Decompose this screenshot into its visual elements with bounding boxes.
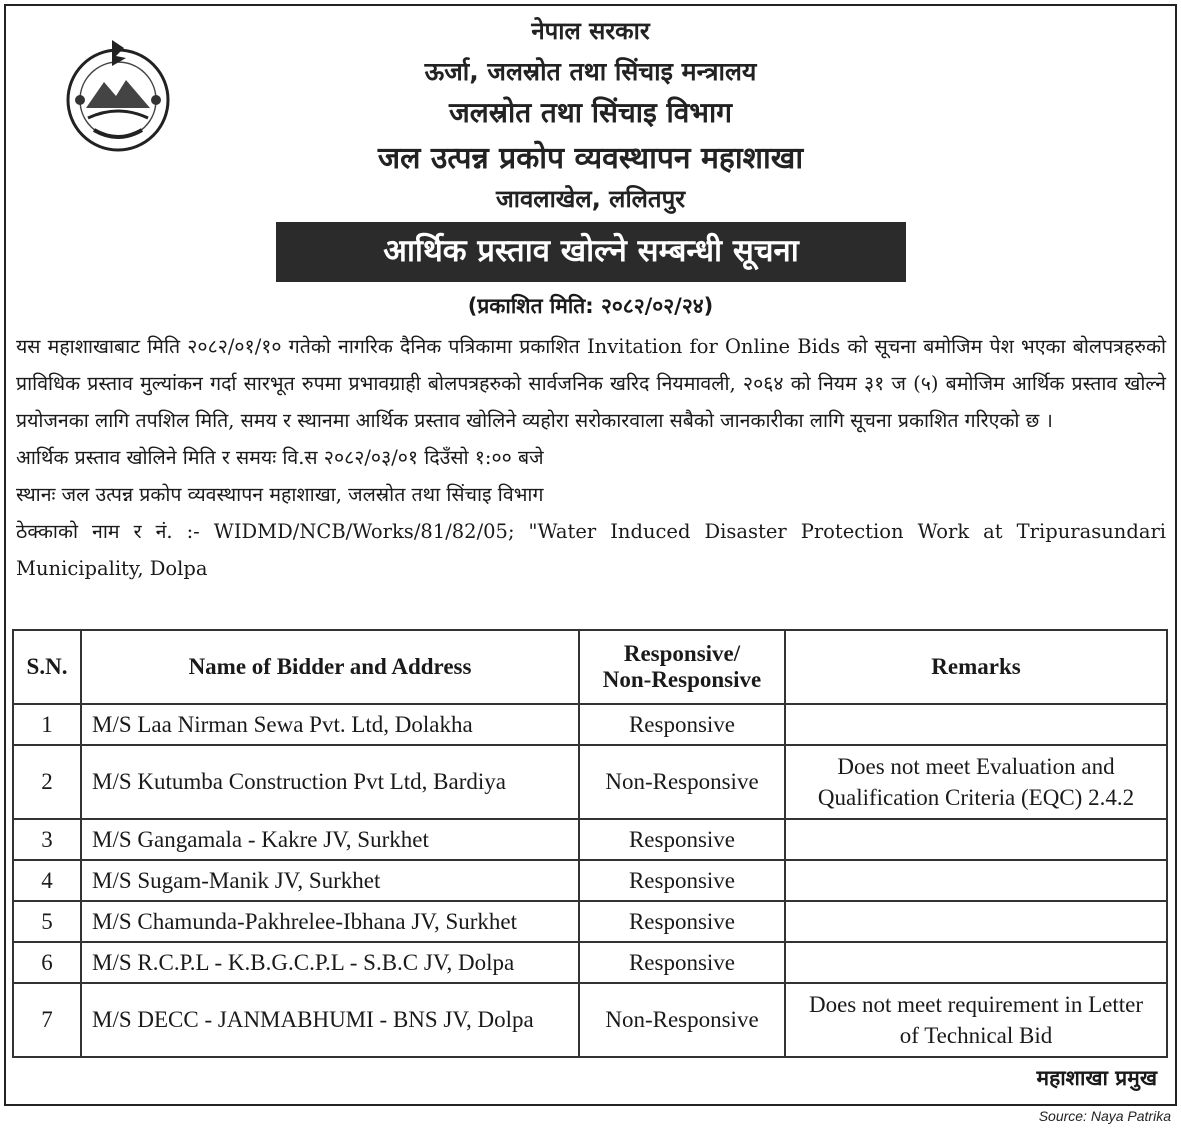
bidder-table xyxy=(12,629,1168,1058)
row-bidder: M/S Kutumba Construction Pvt Ltd, Bardiya xyxy=(81,745,579,819)
table-header-row xyxy=(13,630,1167,704)
remarks-line1: Does not meet Evaluation and xyxy=(837,754,1115,779)
signature-title: महाशाखा प्रमुख xyxy=(1036,1066,1157,1090)
bidder-table-wrapper xyxy=(12,629,1168,1058)
remarks-line1: Does not meet requirement in Letter xyxy=(808,992,1144,1017)
notice-paragraph: यस महाशाखाबाट मिति २०८२/०१/१० गतेको नागरिक दैनिक पत्रिकामा प्रकाशित Invitation for Online Bids को सूचना बमोजिम पेश भएका बोलपत्रहरुको प्राविधिक प्रस्ताव मुल्यांकन गर्दा सारभूत रुपमा प्रभावग्राही बोलपत्रहरुको सार्वजनिक खरिद नियमावली, २०६४ को नियम ३१ ज (५) बमोजिम आर्थिक प्रस्ताव खोल्ने प्रयोजनका लागि तपशिल मिति, समय र स्थानमा आर्थिक प्रस्ताव खोलिने व्यहोरा सरोकारवाला सबैको जानकारीका लागि सूचना प्रकाशित गरिएको छ । xyxy=(16,335,1166,432)
row-remarks xyxy=(785,942,1167,983)
row-bidder: M/S R.C.P.L - K.B.G.C.P.L - S.B.C JV, Dolpa xyxy=(81,942,579,983)
table-row xyxy=(13,860,1167,901)
row-sn: 2 xyxy=(13,745,81,819)
row-status: Responsive xyxy=(579,860,785,901)
source-credit: Source: Naya Patrika xyxy=(1038,1108,1171,1124)
publish-date: (प्रकाशित मिति: २०८२/०२/२४) xyxy=(467,294,714,318)
row-status: Responsive xyxy=(579,942,785,983)
row-remarks xyxy=(785,860,1167,901)
row-remarks xyxy=(785,983,1167,1057)
row-sn: 3 xyxy=(13,819,81,860)
header-division: जल उत्पन्न प्रकोप व्यवस्थापन महाशाखा xyxy=(377,141,804,176)
notice-body xyxy=(16,328,1166,587)
row-bidder: M/S Chamunda-Pakhrelee-Ibhana JV, Surkhet xyxy=(81,901,579,942)
row-remarks xyxy=(785,704,1167,745)
header-location: जावलाखेल, ललितपुर xyxy=(495,185,686,213)
header-country: नेपाल सरकार xyxy=(531,17,650,45)
row-remarks xyxy=(785,745,1167,819)
row-sn: 5 xyxy=(13,901,81,942)
remarks-line2: of Technical Bid xyxy=(899,1023,1053,1048)
header-responsive-line1: Responsive/ xyxy=(623,641,741,666)
contract-name: ठेक्काको नाम र नं. :- WIDMD/NCB/Works/81/82/05; "Water Induced Disaster Protection Work at Tripurasundari Municipality, Dolpa xyxy=(16,520,1166,580)
header-ministry: ऊर्जा, जलस्रोत तथा सिंचाइ मन्त्रालय xyxy=(424,57,757,86)
row-status: Responsive xyxy=(579,704,785,745)
header-responsive-line2: Non-Responsive xyxy=(602,667,762,692)
table-row xyxy=(13,819,1167,860)
row-bidder: M/S Laa Nirman Sewa Pvt. Ltd, Dolakha xyxy=(81,704,579,745)
opening-place: स्थानः जल उत्पन्न प्रकोप व्यवस्थापन महाशाखा, जलस्रोत तथा सिंचाइ विभाग xyxy=(16,483,544,506)
row-status: Responsive xyxy=(579,819,785,860)
notice-title-banner: आर्थिक प्रस्ताव खोल्ने सम्बन्धी सूचना xyxy=(276,222,906,282)
row-sn: 4 xyxy=(13,860,81,901)
row-sn: 7 xyxy=(13,983,81,1057)
row-status: Non-Responsive xyxy=(579,983,785,1057)
row-status: Responsive xyxy=(579,901,785,942)
row-status: Non-Responsive xyxy=(579,745,785,819)
row-bidder: M/S DECC - JANMABHUMI - BNS JV, Dolpa xyxy=(81,983,579,1057)
table-row xyxy=(13,942,1167,983)
header-department: जलस्रोत तथा सिंचाइ विभाग xyxy=(448,96,732,129)
header-sn: S.N. xyxy=(13,630,81,704)
row-remarks xyxy=(785,819,1167,860)
row-remarks xyxy=(785,901,1167,942)
remarks-line2: Qualification Criteria (EQC) 2.4.2 xyxy=(817,785,1135,810)
opening-datetime: आर्थिक प्रस्ताव खोलिने मिति र समयः वि.स २०८२/०३/०१ दिउँसो १:०० बजे xyxy=(16,446,544,469)
header-bidder: Name of Bidder and Address xyxy=(81,630,579,704)
row-sn: 1 xyxy=(13,704,81,745)
table-row xyxy=(13,901,1167,942)
row-bidder: M/S Gangamala - Kakre JV, Surkhet xyxy=(81,819,579,860)
header-remarks: Remarks xyxy=(785,630,1167,704)
table-row xyxy=(13,983,1167,1057)
table-row xyxy=(13,745,1167,819)
row-bidder: M/S Sugam-Manik JV, Surkhet xyxy=(81,860,579,901)
row-sn: 6 xyxy=(13,942,81,983)
header-responsive xyxy=(579,630,785,704)
table-row xyxy=(13,704,1167,745)
